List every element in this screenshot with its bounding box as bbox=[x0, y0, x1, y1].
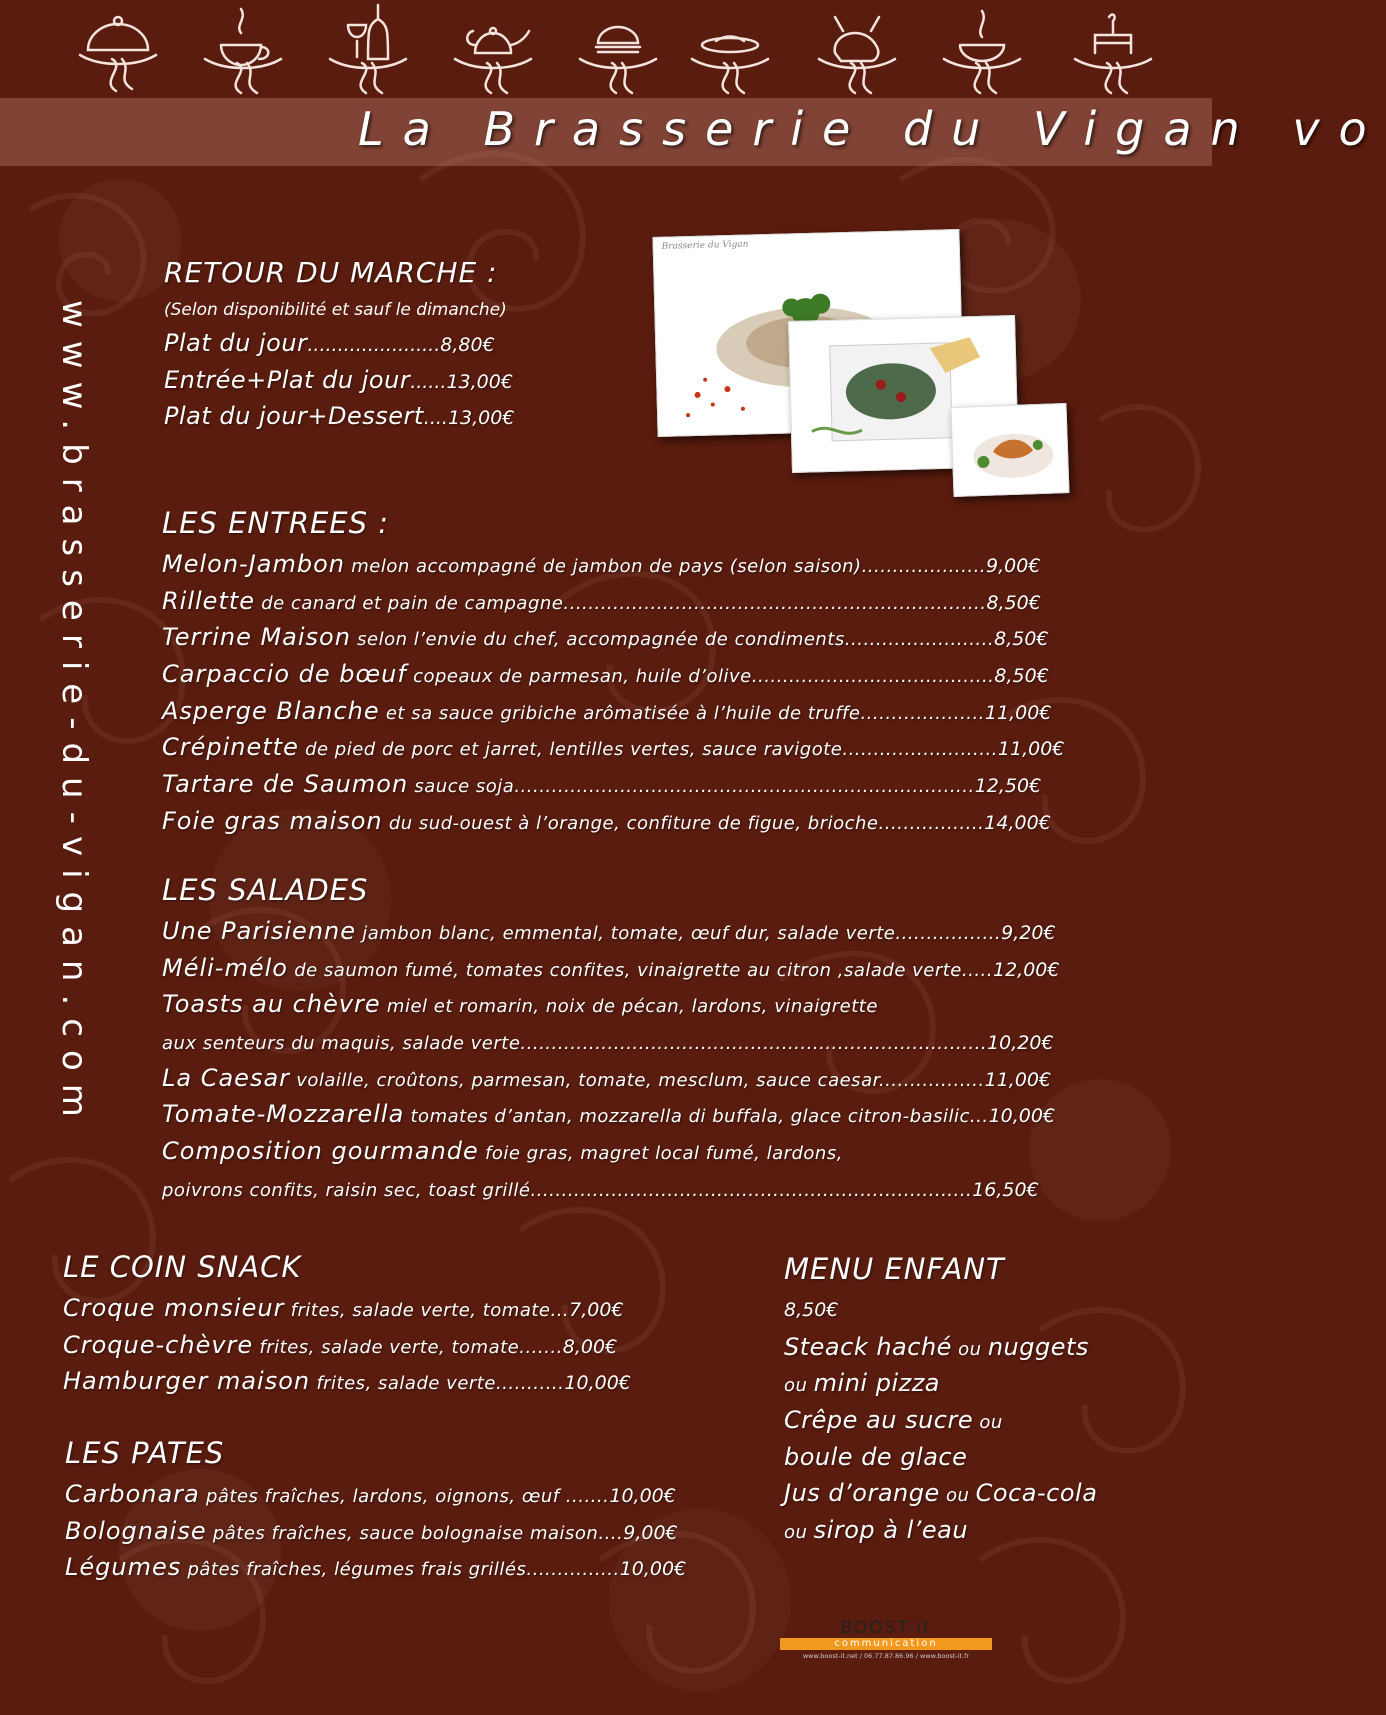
menu-item: Hamburger maison frites, salade verte...........10,00€ bbox=[63, 1367, 631, 1396]
logo-name: BOOST-it bbox=[840, 1618, 932, 1638]
section-title: MENU ENFANT bbox=[784, 1252, 1005, 1286]
menu-item: Foie gras maison du sud-ouest à l’orange, confiture de figue, brioche.................14,00€ bbox=[162, 806, 1051, 835]
teapot-icon bbox=[455, 28, 531, 93]
section-coin-snack bbox=[63, 1250, 631, 1400]
cloche-icon bbox=[80, 17, 156, 91]
menu-item: Melon-Jambon melon accompagné de jambon de pays (selon saison)....................9,00€ bbox=[162, 550, 1041, 578]
menu-item: Croque monsieur frites, salade verte, tomate...7,00€ bbox=[63, 1294, 624, 1322]
menu-item: Carbonara pâtes fraîches, lardons, oignons, œuf .......10,00€ bbox=[65, 1480, 676, 1508]
menu-choice: Jus d’orange ou Coca-cola bbox=[784, 1479, 1098, 1508]
plate-icon bbox=[692, 37, 768, 94]
logo-urls: www.boost-it.net / 06.77.87.86.96 / www.boost-it.fr bbox=[802, 1652, 970, 1660]
menu-item: Plat du jour......................8,80€ bbox=[164, 329, 495, 357]
menu-item: Tomate-Mozzarella tomates d’antan, mozzarella di buffala, glace citron-basilic...10,00€ bbox=[162, 1100, 1056, 1129]
menu-item: Une Parisienne jambon blanc, emmental, tomate, œuf dur, salade verte.................9,20€ bbox=[162, 917, 1056, 945]
menu-item: Entrée+Plat du jour......13,00€ bbox=[164, 365, 513, 394]
menu-item: La Caesar volaille, croûtons, parmesan, tomate, mesclum, sauce caesar.................11,00€ bbox=[162, 1063, 1052, 1092]
menu-item: Toasts au chèvre miel et romarin, noix de pécan, lardons, vinaigrette bbox=[162, 990, 878, 1019]
food-photo-collage bbox=[655, 233, 1075, 498]
menu-item-continuation: aux senteurs du maquis, salade verte...........................................................................10,20€ bbox=[162, 1032, 1054, 1055]
menu-item: Méli-mélo de saumon fumé, tomates confites, vinaigrette au citron ,salade verte.....12,00€ bbox=[162, 953, 1060, 982]
menu-price: 8,50€ bbox=[784, 1299, 839, 1321]
website-url[interactable]: www.brasserie-du-vigan.com bbox=[54, 300, 94, 1130]
menu-item: Composition gourmande foie gras, magret local fumé, lardons, bbox=[162, 1137, 843, 1166]
section-entrees bbox=[162, 506, 1064, 840]
section-note: (Selon disponibilité et sauf le dimanche) bbox=[164, 300, 507, 320]
dish-illustration bbox=[951, 404, 1068, 496]
menu-choice: boule de glace bbox=[784, 1442, 968, 1471]
logo-tagline: communication bbox=[780, 1638, 992, 1650]
cake-icon bbox=[1075, 14, 1151, 93]
section-pates bbox=[65, 1436, 686, 1586]
section-title: LES PATES bbox=[65, 1436, 225, 1470]
menu-choice: Steack haché ou nuggets bbox=[784, 1332, 1089, 1361]
boost-it-logo bbox=[780, 1618, 992, 1660]
section-menu-enfant bbox=[784, 1252, 1097, 1549]
menu-item: Tartare de Saumon sauce soja..........................................................................12,50€ bbox=[162, 770, 1042, 799]
food-photo: Brasserie du Vigan bbox=[652, 229, 964, 437]
section-retour-du-marche bbox=[164, 256, 514, 435]
menu-item-continuation: poivrons confits, raisin sec, toast grillé.......................................................................16,50€ bbox=[162, 1178, 1039, 1201]
section-title: LES SALADES bbox=[162, 873, 369, 907]
menu-choice: Crêpe au sucre ou bbox=[784, 1406, 1003, 1435]
soup-bowl-icon bbox=[944, 11, 1020, 93]
teacup-icon bbox=[205, 9, 281, 93]
menu-item: Terrine Maison selon l’envie du chef, accompagnée de condiments........................8,50€ bbox=[162, 623, 1049, 652]
menu-item: Rillette de canard et pain de campagne....................................................................8,50€ bbox=[162, 586, 1041, 615]
wine-bottle-icon bbox=[330, 5, 406, 93]
section-title: LE COIN SNACK bbox=[63, 1250, 302, 1284]
menu-item: Croque-chèvre frites, salade verte, tomate.......8,00€ bbox=[63, 1330, 618, 1359]
menu-item: Bolognaise pâtes fraîches, sauce bolognaise maison....9,00€ bbox=[65, 1516, 678, 1545]
menu-item: Légumes pâtes fraîches, légumes frais grillés...............10,00€ bbox=[65, 1553, 687, 1582]
menu-item: Crépinette de pied de porc et jarret, lentilles vertes, sauce ravigote.........................11,00€ bbox=[162, 733, 1065, 762]
menu-item: Asperge Blanche et sa sauce gribiche arômatisée à l’huile de truffe....................11,00€ bbox=[162, 696, 1052, 725]
section-salades bbox=[162, 873, 1059, 1207]
menu-choice: ou mini pizza bbox=[784, 1369, 941, 1398]
menu-choice: ou sirop à l’eau bbox=[784, 1516, 969, 1545]
page-title: La Brasserie du Vigan vo bbox=[358, 102, 1386, 156]
section-title: RETOUR DU MARCHE : bbox=[164, 256, 498, 289]
section-title: LES ENTREES : bbox=[162, 506, 390, 540]
menu-item: Plat du jour+Dessert....13,00€ bbox=[164, 402, 515, 431]
roast-chicken-icon bbox=[819, 17, 895, 93]
food-icon-row bbox=[0, 0, 1212, 95]
menu-item: Carpaccio de bœuf copeaux de parmesan, huile d’olive.......................................8,50€ bbox=[162, 660, 1049, 689]
food-photo bbox=[950, 403, 1069, 497]
burger-icon bbox=[580, 27, 656, 93]
